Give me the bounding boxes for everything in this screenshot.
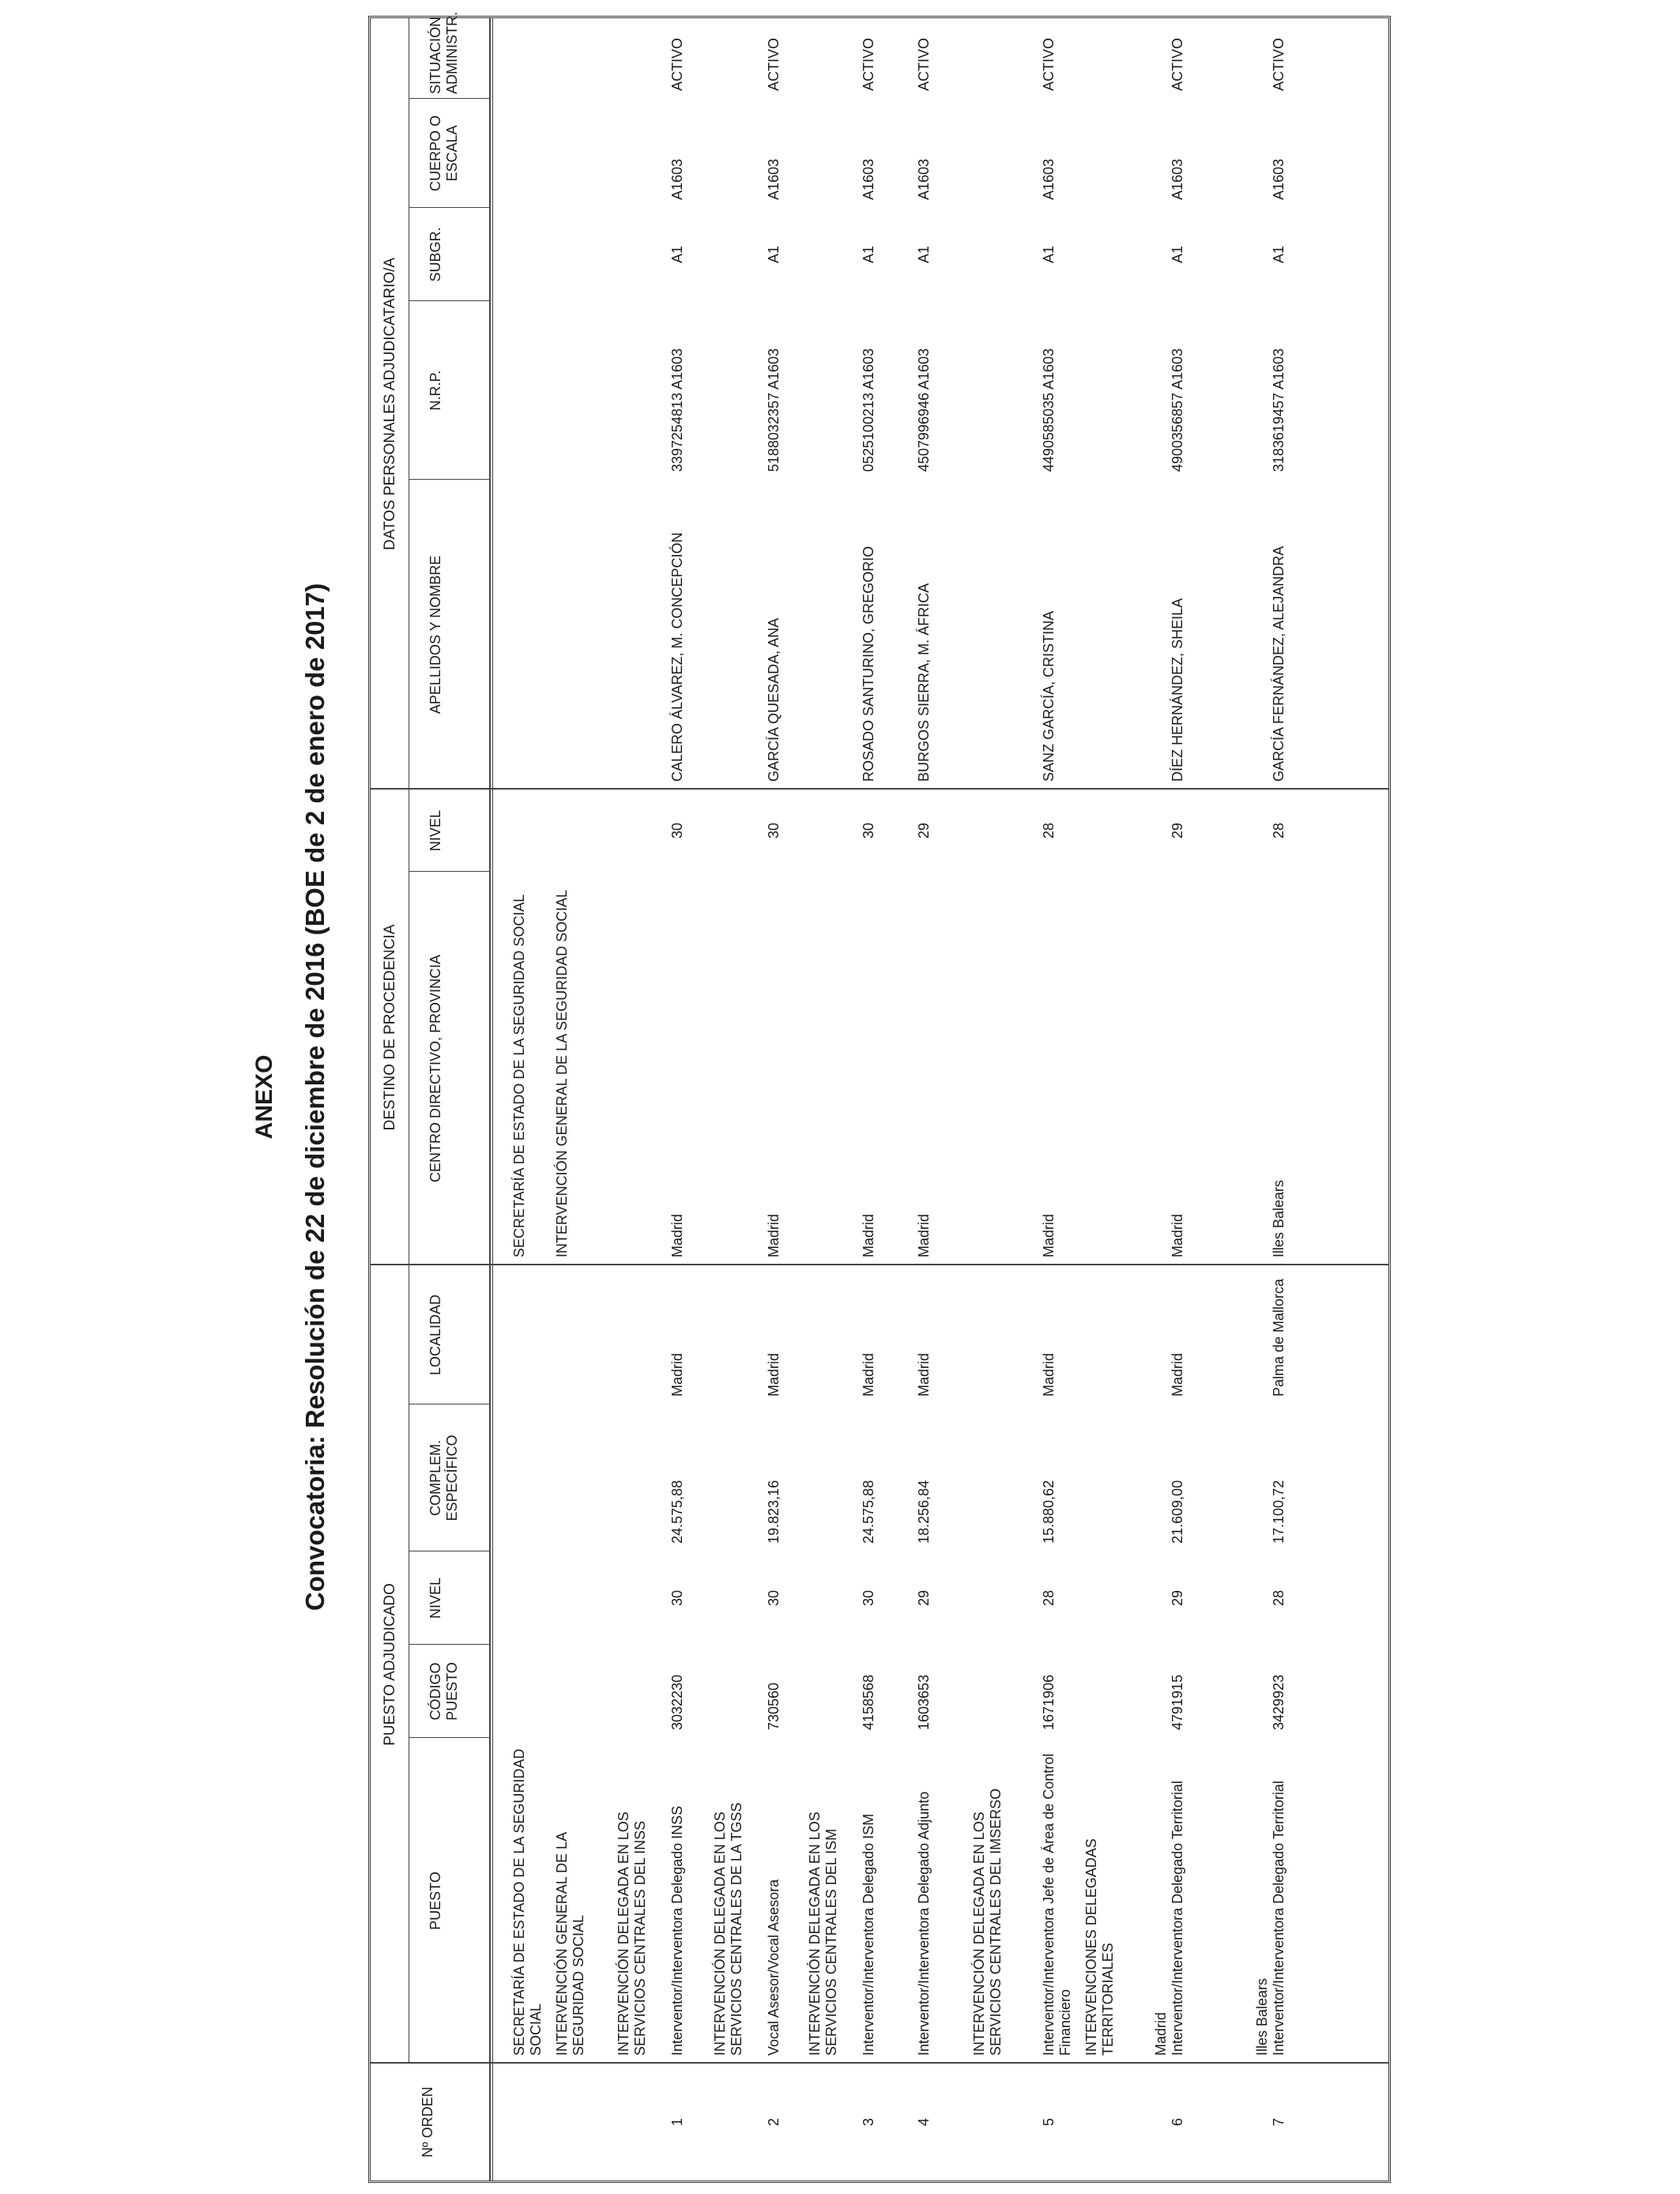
row-nivel: 29 bbox=[916, 1589, 932, 1607]
row-situacion: ACTIVO bbox=[766, 37, 782, 91]
section-heading: INTERVENCIONES DELEGADAS TERRITORIALES bbox=[1083, 1838, 1116, 2056]
header-orden: Nº ORDEN bbox=[420, 2087, 435, 2158]
section-heading: SECRETARÍA DE ESTADO DE LA SEGURIDAD SOCIAL bbox=[511, 894, 527, 1257]
row-nivel: 30 bbox=[766, 1589, 782, 1607]
row-nrp: 5188032357 A1603 bbox=[766, 348, 782, 472]
row-nivel: 28 bbox=[1271, 1589, 1286, 1607]
section-heading: INTERVENCIÓN DELEGADA EN LOS SERVICIOS CENTRALES DE LA TGSS bbox=[712, 1802, 744, 2056]
row-situacion: ACTIVO bbox=[916, 37, 932, 91]
row-subgr: A1 bbox=[1041, 245, 1057, 264]
row-codigo: 4791915 bbox=[1170, 1674, 1185, 1730]
row-codigo: 3429923 bbox=[1271, 1674, 1286, 1730]
row-apellidos: GARCÍA FERNÁNDEZ, ALEJANDRA bbox=[1271, 545, 1286, 782]
row-orden: 5 bbox=[1041, 2118, 1057, 2127]
row-complem: 18.256,84 bbox=[916, 1480, 932, 1544]
row-situacion: ACTIVO bbox=[669, 37, 685, 91]
row-subgr: A1 bbox=[766, 245, 782, 264]
row-nivel2: 30 bbox=[766, 822, 782, 839]
row-complem: 24.575,88 bbox=[669, 1480, 685, 1544]
row-nivel2: 28 bbox=[1271, 822, 1286, 839]
header-codigo: CÓDIGO PUESTO bbox=[428, 1662, 460, 1721]
row-orden: 1 bbox=[669, 2118, 685, 2127]
section-heading: INTERVENCIÓN DELEGADA EN LOS SERVICIOS CENTRALES DEL ISM bbox=[807, 1811, 839, 2056]
row-apellidos: GARCÍA QUESADA, ANA bbox=[766, 617, 782, 782]
row-centro: Madrid bbox=[916, 1213, 932, 1257]
header-nrp: N.R.P. bbox=[428, 370, 443, 411]
row-complem: 17.100,72 bbox=[1271, 1480, 1286, 1544]
row-codigo: 1603653 bbox=[916, 1674, 932, 1730]
row-puesto: Interventor/Interventora Delegado Territorial bbox=[1271, 1781, 1286, 2056]
row-localidad: Madrid bbox=[1170, 1352, 1185, 1397]
row-localidad: Madrid bbox=[916, 1352, 932, 1397]
row-subgr: A1 bbox=[1170, 245, 1185, 264]
row-cuerpo: A1603 bbox=[669, 158, 685, 200]
header-nivel2: NIVEL bbox=[428, 809, 443, 852]
row-apellidos: DÍEZ HERNÁNDEZ, SHEILA bbox=[1170, 598, 1185, 782]
row-orden: 6 bbox=[1170, 2118, 1185, 2127]
row-nivel2: 30 bbox=[861, 822, 876, 839]
row-nivel2: 30 bbox=[669, 822, 685, 839]
row-nrp: 3183619457 A1603 bbox=[1271, 348, 1286, 472]
row-subgr: A1 bbox=[669, 245, 685, 264]
row-complem: 24.575,88 bbox=[861, 1480, 876, 1544]
header-localidad: LOCALIDAD bbox=[428, 1294, 443, 1376]
row-subgr: A1 bbox=[1271, 245, 1286, 264]
section-heading: INTERVENCIÓN GENERAL DE LA SEGURIDAD SOCIAL bbox=[554, 1832, 586, 2056]
row-codigo: 730560 bbox=[766, 1682, 782, 1730]
row-situacion: ACTIVO bbox=[1271, 37, 1286, 91]
row-localidad: Madrid bbox=[766, 1352, 782, 1397]
row-apellidos: BURGOS SIERRA, M. ÁFRICA bbox=[916, 582, 932, 782]
row-orden: 7 bbox=[1271, 2118, 1286, 2127]
row-complem: 15.880,62 bbox=[1041, 1480, 1057, 1544]
row-cuerpo: A1603 bbox=[1170, 158, 1185, 200]
row-orden: 2 bbox=[766, 2118, 782, 2127]
row-localidad: Palma de Mallorca bbox=[1271, 1278, 1286, 1397]
row-puesto: Interventor/Interventora Delegado Adjunto bbox=[916, 1791, 932, 2056]
row-situacion: ACTIVO bbox=[861, 37, 876, 91]
row-nrp: 4900356857 A1603 bbox=[1170, 348, 1185, 472]
row-nivel: 29 bbox=[1170, 1589, 1185, 1607]
row-cuerpo: A1603 bbox=[916, 158, 932, 200]
row-cuerpo: A1603 bbox=[1271, 158, 1286, 200]
row-complem: 19.823,16 bbox=[766, 1480, 782, 1544]
page-title: ANEXO bbox=[251, 1054, 277, 1140]
row-nivel2: 29 bbox=[1170, 822, 1185, 839]
row-nivel: 28 bbox=[1041, 1589, 1057, 1607]
row-codigo: 4158568 bbox=[861, 1674, 876, 1730]
group-puesto-adjudicado: PUESTO ADJUDICADO bbox=[382, 1583, 398, 1746]
row-codigo: 3032230 bbox=[669, 1674, 685, 1730]
header-puesto: PUESTO bbox=[428, 1872, 443, 1930]
row-nrp: 4507996946 A1603 bbox=[916, 348, 932, 472]
row-nrp: 0525100213 A1603 bbox=[861, 348, 876, 472]
row-localidad: Madrid bbox=[1041, 1352, 1057, 1397]
row-puesto-prefix: Madrid bbox=[1153, 2011, 1169, 2056]
header-nivel: NIVEL bbox=[428, 1577, 443, 1619]
section-heading: INTERVENCIÓN GENERAL DE LA SEGURIDAD SOCIAL bbox=[554, 889, 570, 1257]
row-orden: 3 bbox=[861, 2118, 876, 2127]
row-puesto: Interventor/Interventora Delegado ISM bbox=[861, 1813, 876, 2056]
group-datos-personales: DATOS PERSONALES ADJUDICATARIO/A bbox=[382, 257, 398, 551]
row-cuerpo: A1603 bbox=[861, 158, 876, 200]
row-centro: Madrid bbox=[1170, 1213, 1185, 1257]
group-destino-procedencia: DESTINO DE PROCEDENCIA bbox=[382, 924, 398, 1131]
row-subgr: A1 bbox=[916, 245, 932, 264]
header-subgr: SUBGR. bbox=[428, 227, 443, 282]
table-body bbox=[368, 11, 1391, 2183]
row-puesto: Interventor/Interventora Delegado Territorial bbox=[1170, 1781, 1185, 2056]
header-apellidos: APELLIDOS Y NOMBRE bbox=[428, 555, 443, 714]
header-situacion: SITUACIÓN ADMINISTR. bbox=[428, 11, 460, 94]
row-localidad: Madrid bbox=[861, 1352, 876, 1397]
row-situacion: ACTIVO bbox=[1170, 37, 1185, 91]
section-heading: INTERVENCIÓN DELEGADA EN LOS SERVICIOS CENTRALES DEL IMSERSO bbox=[971, 1788, 1004, 2056]
row-codigo: 1671906 bbox=[1041, 1674, 1057, 1730]
row-cuerpo: A1603 bbox=[1041, 158, 1057, 200]
header-centro: CENTRO DIRECTIVO, PROVINCIA bbox=[428, 954, 443, 1183]
section-heading: SECRETARÍA DE ESTADO DE LA SEGURIDAD SOCIAL bbox=[511, 1748, 544, 2056]
page-subtitle: Convocatoria: Resolución de 22 de diciembre de 2016 (BOE de 2 de enero de 2017) bbox=[300, 582, 330, 1612]
row-puesto-prefix: Illes Balears bbox=[1254, 1977, 1270, 2056]
section-heading: INTERVENCIÓN DELEGADA EN LOS SERVICIOS CENTRALES DEL INSS bbox=[616, 1811, 648, 2056]
row-centro: Madrid bbox=[861, 1213, 876, 1257]
row-nivel: 30 bbox=[861, 1589, 876, 1607]
row-nrp: 3397254813 A1603 bbox=[669, 348, 685, 472]
row-nivel2: 29 bbox=[916, 822, 932, 839]
row-nivel: 30 bbox=[669, 1589, 685, 1607]
header-complem: COMPLEM. ESPECÍFICO bbox=[428, 1434, 460, 1521]
row-apellidos: SANZ GARCÍA, CRISTINA bbox=[1041, 610, 1057, 782]
row-centro: Madrid bbox=[1041, 1213, 1057, 1257]
row-situacion: ACTIVO bbox=[1041, 37, 1057, 91]
row-centro: Illes Balears bbox=[1271, 1179, 1286, 1257]
row-centro: Madrid bbox=[766, 1213, 782, 1257]
row-nivel2: 28 bbox=[1041, 822, 1057, 839]
row-cuerpo: A1603 bbox=[766, 158, 782, 200]
row-apellidos: CALERO ÁLVAREZ, M. CONCEPCIÓN bbox=[669, 532, 685, 782]
header-cuerpo: CUERPO O ESCALA bbox=[428, 115, 460, 192]
row-subgr: A1 bbox=[861, 245, 876, 264]
row-complem: 21.609,00 bbox=[1170, 1480, 1185, 1544]
row-puesto: Interventor/Interventora Jefe de Área de Control Financiero bbox=[1041, 1753, 1073, 2056]
row-puesto: Interventor/Interventora Delegado INSS bbox=[669, 1805, 685, 2056]
row-centro: Madrid bbox=[669, 1213, 685, 1257]
row-orden: 4 bbox=[916, 2118, 932, 2127]
row-puesto: Vocal Asesor/Vocal Asesora bbox=[766, 1879, 782, 2056]
row-apellidos: ROSADO SANTURINO, GREGORIO bbox=[861, 545, 876, 782]
row-nrp: 4490585035 A1603 bbox=[1041, 348, 1057, 472]
row-localidad: Madrid bbox=[669, 1352, 685, 1397]
